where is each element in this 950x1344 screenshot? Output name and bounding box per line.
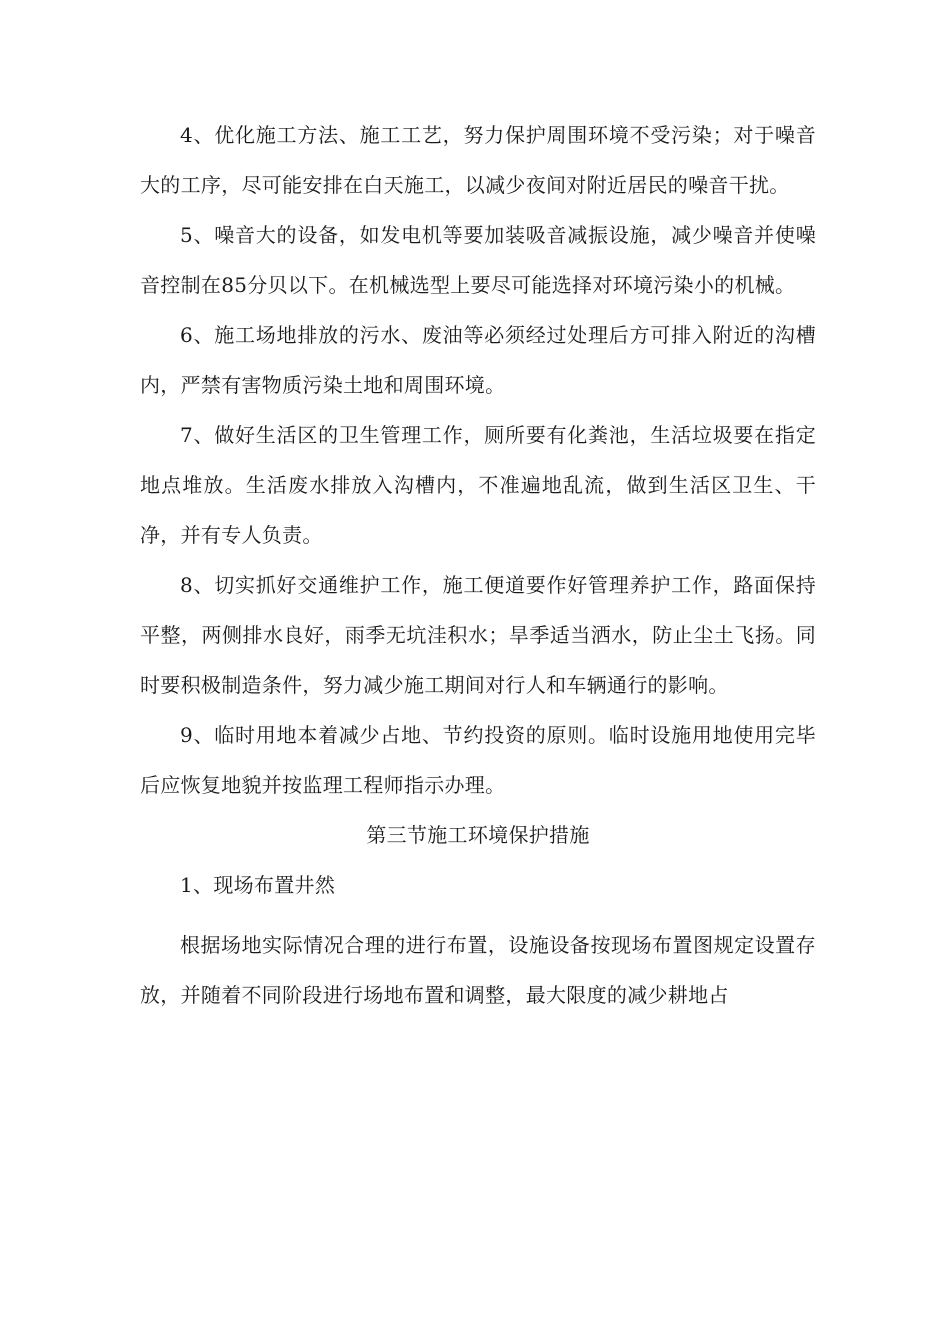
paragraph-item-7: 7、做好生活区的卫生管理工作，厕所要有化粪池，生活垃圾要在指定地点堆放。生活废水排放入沟槽内，不准遍地乱流，做到生活区卫生、干净，并有专人负责。 [140,423,816,547]
section-body-paragraph: 根据场地实际情况合理的进行布置，设施设备按现场布置图规定设置存放，并随着不同阶段进行场地布置和调整，最大限度的减少耕地占 [140,933,816,1007]
document-page [140,110,816,1020]
paragraph-item-9: 9、临时用地本着减少占地、节约投资的原则。临时设施用地使用完毕后应恢复地貌并按监理工程师指示办理。 [140,723,816,797]
paragraph-item-8: 8、切实抓好交通维护工作，施工便道要作好管理养护工作，路面保持平整，两侧排水良好，雨季无坑洼积水；旱季适当洒水，防止尘土飞扬。同时要积极制造条件，努力减少施工期间对行人和车辆通行的影响。 [140,573,816,697]
section-subheading: 1、现场布置井然 [180,873,336,897]
paragraph-item-4: 4、优化施工方法、施工工艺，努力保护周围环境不受污染；对于噪音大的工序，尽可能安排在白天施工，以减少夜间对附近居民的噪音干扰。 [140,123,816,197]
paragraph-item-6: 6、施工场地排放的污水、废油等必须经过处理后方可排入附近的沟槽内，严禁有害物质污染土地和周围环境。 [140,323,816,397]
section-heading: 第三节施工环境保护措施 [366,823,590,847]
paragraph-item-5: 5、噪音大的设备，如发电机等要加装吸音减振设施，减少噪音并使噪音控制在85分贝以下。在机械选型上要尽可能选择对环境污染小的机械。 [140,223,816,297]
